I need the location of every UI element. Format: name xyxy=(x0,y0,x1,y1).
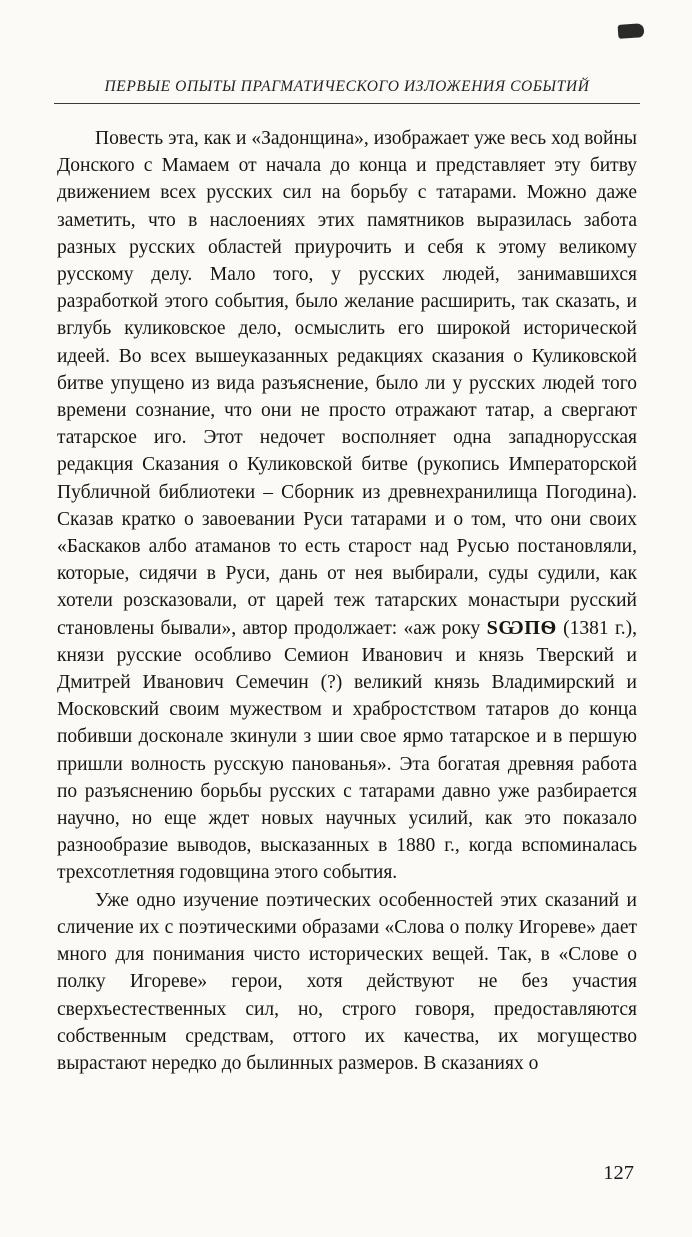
cyrillic-year-numeral: ЅѠПѲ xyxy=(486,616,557,639)
paragraph-2: Уже одно изучение поэтических особенностей этих сказаний и сличение их с поэтическими образами «Слова о полку Игореве» дает много для понимания чисто исторических вещей. Так, в «Слове о полку Игореве» герои, хотя действуют не без участия сверхъестественных сил, но, строго говоря, предоставляются собственным средствам, оттого их качества, их могущество вырастают нередко до былинных размеров. В сказаниях о xyxy=(57,889,637,1074)
scan-artifact xyxy=(618,23,645,39)
running-head: ПЕРВЫЕ ОПЫТЫ ПРАГМАТИЧЕСКОГО ИЗЛОЖЕНИЯ СОБЫТИЙ xyxy=(54,78,640,104)
paragraph-1-text-b: (1381 г.), князи русские особливо Семион Иванович и князь Тверский и Дмитрей Иванович Семечин (?) великий князь Владимирский и Московский своим мужеством и храбростством татаров до конца побивши досконале зкинули з шии свое ярмо татарское и в першую пришли волность русскую панованья». Эта богатая древняя работа по разъяснению борьбы русских с татарами давно уже разбирается научно, но еще ждет новых научных усилий, как это показало разнообразие выводов, высказанных в 1880 г., когда вспоминалась трехсотлетняя годовщина этого события. xyxy=(57,617,637,884)
page-body xyxy=(57,125,637,1077)
paragraph-1 xyxy=(57,125,637,887)
paragraph-1-text-a: Повесть эта, как и «Задонщина», изображает уже весь ход войны Донского с Мамаем от начала до конца и представляет эту битву движением всех русских сил на борьбу с татарами. Можно даже заметить, что в наслоениях этих памятников выразилась забота разных русских областей приурочить и себя к этому великому русскому делу. Мало того, у русских людей, занимавшихся разработкой этого события, было желание расширить, так сказать, и вглубь куликовское дело, осмыслить его широкой исторической идеей. Во всех вышеуказанных редакциях сказания о Куликовской битве упущено из вида разъяснение, было ли у русских людей того времени сознание, что они не просто отражают татар, а свергают татарское иго. Этот недочет восполняет одна западнорусская редакция Сказания о Куликовской битве (рукопись Императорской Публичной библиотеки – Сборник из древнехранилища Погодина). Сказав кратко о завоевании Руси татарами и о том, что они своих «Баскаков албо атаманов то есть старост над Русью постановляли, которые, сидячи в Руси, дань от нея выбирали, суды судили, как хотели розсказовали, от царей теж татарских монастыри русский становлены бывали», автор продолжает: «аж року xyxy=(57,128,637,639)
page-number: 127 xyxy=(603,1162,634,1184)
